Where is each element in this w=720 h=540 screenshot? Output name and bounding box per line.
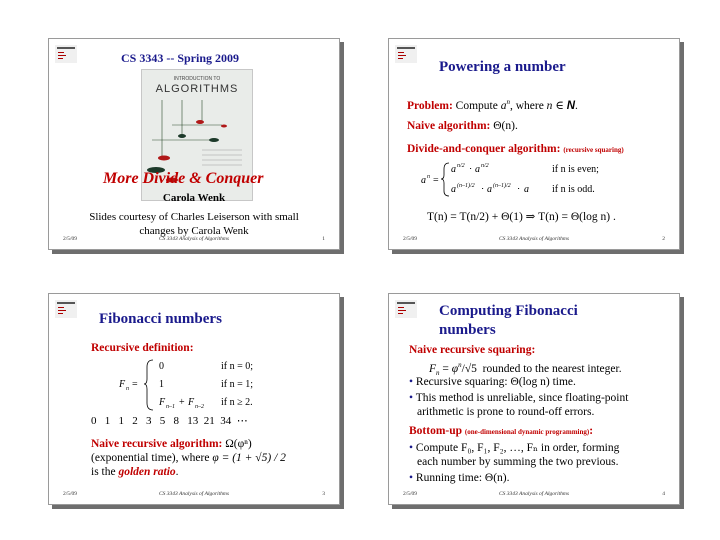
bottomup-line [409, 425, 593, 439]
case0-value: 0 [159, 361, 164, 372]
case1-cond: if n = 1; [221, 379, 254, 390]
slide-title: Powering a number [439, 59, 566, 75]
dc-line [407, 143, 624, 157]
bullet-running-time: • Running time: Θ(n). [409, 472, 510, 484]
naive-label: Naive recursive algorithm: [91, 438, 223, 450]
problem-text-2: , where [509, 99, 544, 112]
bullet-compute: • Compute F₀, F₁, F₂, …, Fₙ in order, forming [409, 442, 620, 454]
slide-title: Fibonacci numbers [99, 311, 222, 327]
case2-cond: if n ≥ 2. [221, 397, 253, 408]
slide-title-line-1: Computing Fibonacci [439, 303, 578, 319]
fibonacci-sequence: 0 1 1 2 3 5 8 13 21 34 ⋯ [91, 415, 248, 427]
golden-ratio: golden ratio [118, 466, 176, 478]
svg-text:=: = [433, 175, 439, 186]
footer-date: 2/5/09 [403, 236, 418, 242]
book-logo-icon [55, 300, 77, 318]
golden-line [91, 466, 179, 479]
slide-3[interactable] [48, 293, 340, 505]
footer-page: 3 [322, 491, 325, 497]
slide-footer [49, 491, 339, 501]
bullet-compute-cont: each number by summing the two previous. [417, 456, 619, 468]
svg-text:n–1: n–1 [166, 404, 175, 410]
svg-text:n: n [427, 174, 430, 180]
bullet-text: This method is unreliable, since floating-point [415, 392, 629, 404]
book-logo-icon [395, 300, 417, 318]
naive-value: Θ(n). [493, 120, 518, 132]
book-logo-icon [395, 45, 417, 63]
footer-date: 2/5/09 [403, 491, 418, 497]
binet-formula: $F_n = \varphi^n/√5$ rounded to the nearest integer. [429, 361, 622, 378]
bottomup-colon: : [589, 425, 594, 437]
slide-2[interactable] [388, 38, 680, 250]
naive-label: Naive algorithm: [407, 120, 491, 132]
bullet-unreliable: • This method is unreliable, since floating-point [409, 392, 629, 404]
problem-label: Problem: [407, 99, 453, 112]
naive-squaring-label: Naive recursive squaring: [409, 344, 536, 356]
problem-text: Compute [455, 99, 498, 112]
case1-value: 1 [159, 379, 164, 390]
svg-text:⋅: ⋅ [517, 184, 521, 195]
svg-text:+: + [179, 397, 185, 408]
golden-formula: φ = (1 + √5) / 2 [212, 452, 286, 464]
footer-date: 2/5/09 [63, 491, 78, 497]
exponential-line [91, 452, 286, 465]
svg-text:F: F [188, 397, 195, 408]
book-cover-title: ALGORITHMS [155, 83, 239, 95]
svg-text:(n–1)/2: (n–1)/2 [493, 183, 511, 189]
case0-cond: if n = 0; [221, 361, 254, 372]
svg-text:a: a [421, 175, 426, 186]
author: Carola Wenk [162, 192, 226, 204]
recurrence: T(n) = T(n/2) + Θ(1) ⇒ T(n) = Θ(log n) . [427, 211, 616, 223]
svg-text:n–2: n–2 [195, 404, 204, 410]
svg-text:⋅: ⋅ [481, 184, 485, 195]
svg-text:a: a [475, 164, 480, 175]
case-odd: if n is odd. [552, 184, 595, 195]
exponential-text: (exponential time), where [91, 452, 210, 464]
footer-page: 2 [662, 236, 665, 242]
svg-text:a: a [451, 184, 456, 195]
footer-page: 4 [662, 491, 665, 497]
book-cover-subtitle: INTRODUCTION TO [173, 76, 221, 82]
svg-text:a: a [451, 164, 456, 175]
slide-footer [49, 236, 339, 246]
bullet-unreliable-cont: arithmetic is prone to round-off errors. [417, 406, 595, 418]
footer-date: 2/5/09 [63, 236, 78, 242]
golden-period: . [175, 466, 179, 478]
svg-text:F: F [119, 379, 126, 390]
credit-line-2: changes by Carola Wenk [139, 225, 249, 237]
svg-text:(n–1)/2: (n–1)/2 [457, 183, 475, 189]
svg-text:⋅: ⋅ [469, 164, 473, 175]
footer-course: CS 3343 Analysis of Algorithms [158, 236, 230, 242]
slide-1[interactable] [48, 38, 340, 250]
svg-text:F: F [159, 397, 166, 408]
bottomup-label: Bottom-up [409, 425, 463, 437]
footer-course: CS 3343 Analysis of Algorithms [158, 491, 230, 497]
svg-text:n/2: n/2 [457, 163, 465, 169]
fibonacci-definition [117, 357, 327, 413]
svg-text:n: n [126, 386, 129, 392]
svg-text:=: = [132, 379, 138, 390]
case-even: if n is even; [552, 164, 599, 175]
slide-footer [389, 491, 679, 501]
problem-line: Problem: Compute $a^n$, where n ∈ N. [407, 98, 578, 112]
bullet-text: Compute F₀, F₁, F₂, …, Fₙ in order, forming [415, 442, 620, 454]
formula-text: rounded to the nearest integer. [482, 362, 622, 375]
power-formula [419, 159, 659, 199]
golden-text: is the [91, 466, 116, 478]
dc-label: Divide-and-conquer algorithm: [407, 143, 561, 155]
svg-text:a: a [524, 184, 529, 195]
bullet-text: Running time: Θ(n). [415, 472, 510, 484]
book-logo-icon [55, 45, 77, 63]
svg-text:a: a [487, 184, 492, 195]
credit-line-1: Slides courtesy of Charles Leiserson with small [89, 211, 299, 223]
lecture-title: More Divide & Conquer [103, 170, 264, 187]
bullet-recursive-squaring: • Recursive squaring: Θ(log n) time. [409, 376, 576, 388]
bullet-text: Recursive squaring: Θ(log n) time. [415, 376, 576, 388]
slide-title-line-2: numbers [439, 322, 496, 338]
bottomup-note: (one-dimensional dynamic programming) [464, 428, 590, 436]
naive-line [407, 120, 518, 133]
svg-text:n/2: n/2 [481, 163, 489, 169]
footer-page: 1 [322, 236, 325, 242]
recursive-def-label: Recursive definition: [91, 342, 194, 354]
course-title: CS 3343 -- Spring 2009 [121, 51, 240, 65]
slide-4[interactable] [388, 293, 680, 505]
naive-line [91, 438, 252, 451]
dc-note: (recursive squaring) [563, 146, 624, 154]
footer-course: CS 3343 Analysis of Algorithms [498, 236, 570, 242]
naive-value: Ω(φⁿ) [225, 438, 252, 450]
slide-footer [389, 236, 679, 246]
footer-course: CS 3343 Analysis of Algorithms [498, 491, 570, 497]
